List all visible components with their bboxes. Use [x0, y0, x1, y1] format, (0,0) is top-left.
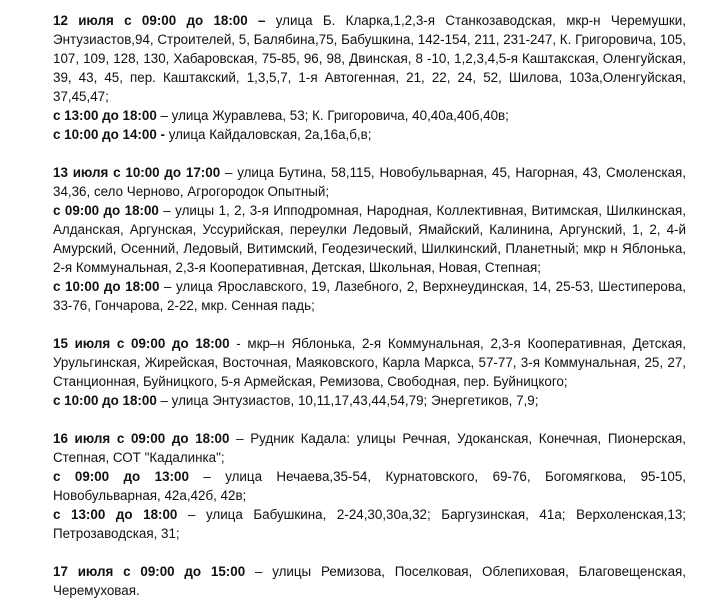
schedule-entry: [53, 106, 686, 125]
entry-date-time: 12 июля с 09:00 до 18:00 –: [53, 13, 266, 28]
schedule-block-july-17: [53, 562, 686, 600]
entry-streets: – улица Энтузиастов, 10,11,17,43,44,54,79; Энергетиков, 7,9;: [156, 393, 539, 408]
entry-streets: – улица Бабушкина, 2-24,30,30а,32; Баргузинская, 41а; Верхоленская,13; Петрозаводская, 31;: [53, 507, 686, 541]
schedule-block-july-13: [53, 163, 686, 315]
entry-streets: - мкр–н Яблонька, 2-я Коммунальная, 2,3-я Кооперативная, Детская, Урульгинская, Жирейская, Восточная, Маяковского, Карла Маркса, 57-77, 3-я Коммунальная, 25, 27, Станционная, Буйницкого, 5-я Армейская, Ремизова, Свободная, пер. Буйницкого;: [53, 336, 686, 389]
schedule-block-july-15: [53, 334, 686, 410]
entry-streets: – улица Ярославского, 19, Лазебного, 2, Верхнеудинская, 14, 25-53, Шестиперова, 33-76, Гончарова, 2-22, мкр. Сенная падь;: [53, 279, 686, 313]
entry-streets: – улицы Ремизова, Поселковая, Облепиховая, Благовещенская, Черемуховая.: [53, 564, 686, 598]
entry-streets: – Рудник Кадала: улицы Речная, Удоканская, Конечная, Пионерская, Степная, СОТ "Кадалинка";: [53, 431, 686, 465]
entry-streets: – улица Бутина, 58,115, Новобульварная, 45, Нагорная, 43, Смоленская, 34,36, село Черново, Агрогородок Опытный;: [53, 165, 686, 199]
entry-streets: – улица Журавлева, 53; К. Григоровича, 40,40а,40б,40в;: [156, 108, 509, 123]
entry-streets: – улицы 1, 2, 3-я Ипподромная, Народная, Коллективная, Витимская, Шилкинская, Алданская, Аргунская, Уссурийская, переулки Ледовый, Ямайский, Калинина, Аргунский, 1, 2, 4-й Амурский, Осенний, Ледовый, Витимский, Геодезический, Шилкинский, Планетный; мкр н Яблонька, 2-я Коммунальная, 2,3-я Кооперативная, Детская, Школьная, Новая, Степная;: [53, 203, 686, 275]
entry-date-time: с 13:00 до 18:00: [53, 507, 178, 522]
schedule-entry: [53, 125, 686, 144]
schedule-entry: [53, 277, 686, 315]
schedule-entry: [53, 391, 686, 410]
schedule-entry: [53, 334, 686, 391]
schedule-entry: [53, 505, 686, 543]
entry-date-time: 16 июля с 09:00 до 18:00: [53, 431, 230, 446]
schedule-block-july-16: [53, 429, 686, 543]
entry-date-time: с 10:00 до 14:00 -: [53, 127, 165, 142]
schedule-block-july-12: [53, 11, 686, 144]
entry-streets: улица Кайдаловская, 2а,16а,б,в;: [164, 127, 372, 142]
entry-streets: улица Б. Кларка,1,2,3-я Станкозаводская, мкр-н Черемушки, Энтузиастов,94, Строителей, 5, Балябина,75, Бабушкина, 142-154, 211, 231-247, К. Григоровича, 105, 107, 109, 128, 130, Хабаровская, 75-85, 96, 98, Двинская, 8 -10, 1,2,3,4,5-я Каштакская, Оленгуйская, 39, 43, 45, пер. Каштакский, 1,3,5,7, 1-я Автогенная, 21, 22, 24, 52, Шилова, 103а,Оленгуйская, 37,45,47;: [53, 13, 686, 104]
schedule-entry: [53, 11, 686, 106]
entry-date-time: 13 июля с 10:00 до 17:00: [53, 165, 221, 180]
entry-date-time: 15 июля с 09:00 до 18:00: [53, 336, 230, 351]
schedule-entry: [53, 163, 686, 201]
schedule-entry: [53, 201, 686, 277]
entry-streets: – улица Нечаева,35-54, Курнатовского, 69-76, Богомягкова, 95-105, Новобульварная, 42а,42б, 42в;: [53, 469, 686, 503]
entry-date-time: с 09:00 до 18:00: [53, 203, 159, 218]
entry-date-time: с 10:00 до 18:00: [53, 393, 157, 408]
entry-date-time: с 13:00 до 18:00: [53, 108, 157, 123]
schedule-entry: [53, 429, 686, 467]
entry-date-time: с 10:00 до 18:00: [53, 279, 160, 294]
schedule-entry: [53, 562, 686, 600]
entry-date-time: с 09:00 до 13:00: [53, 469, 189, 484]
schedule-entry: [53, 467, 686, 505]
entry-date-time: 17 июля с 09:00 до 15:00: [53, 564, 246, 579]
